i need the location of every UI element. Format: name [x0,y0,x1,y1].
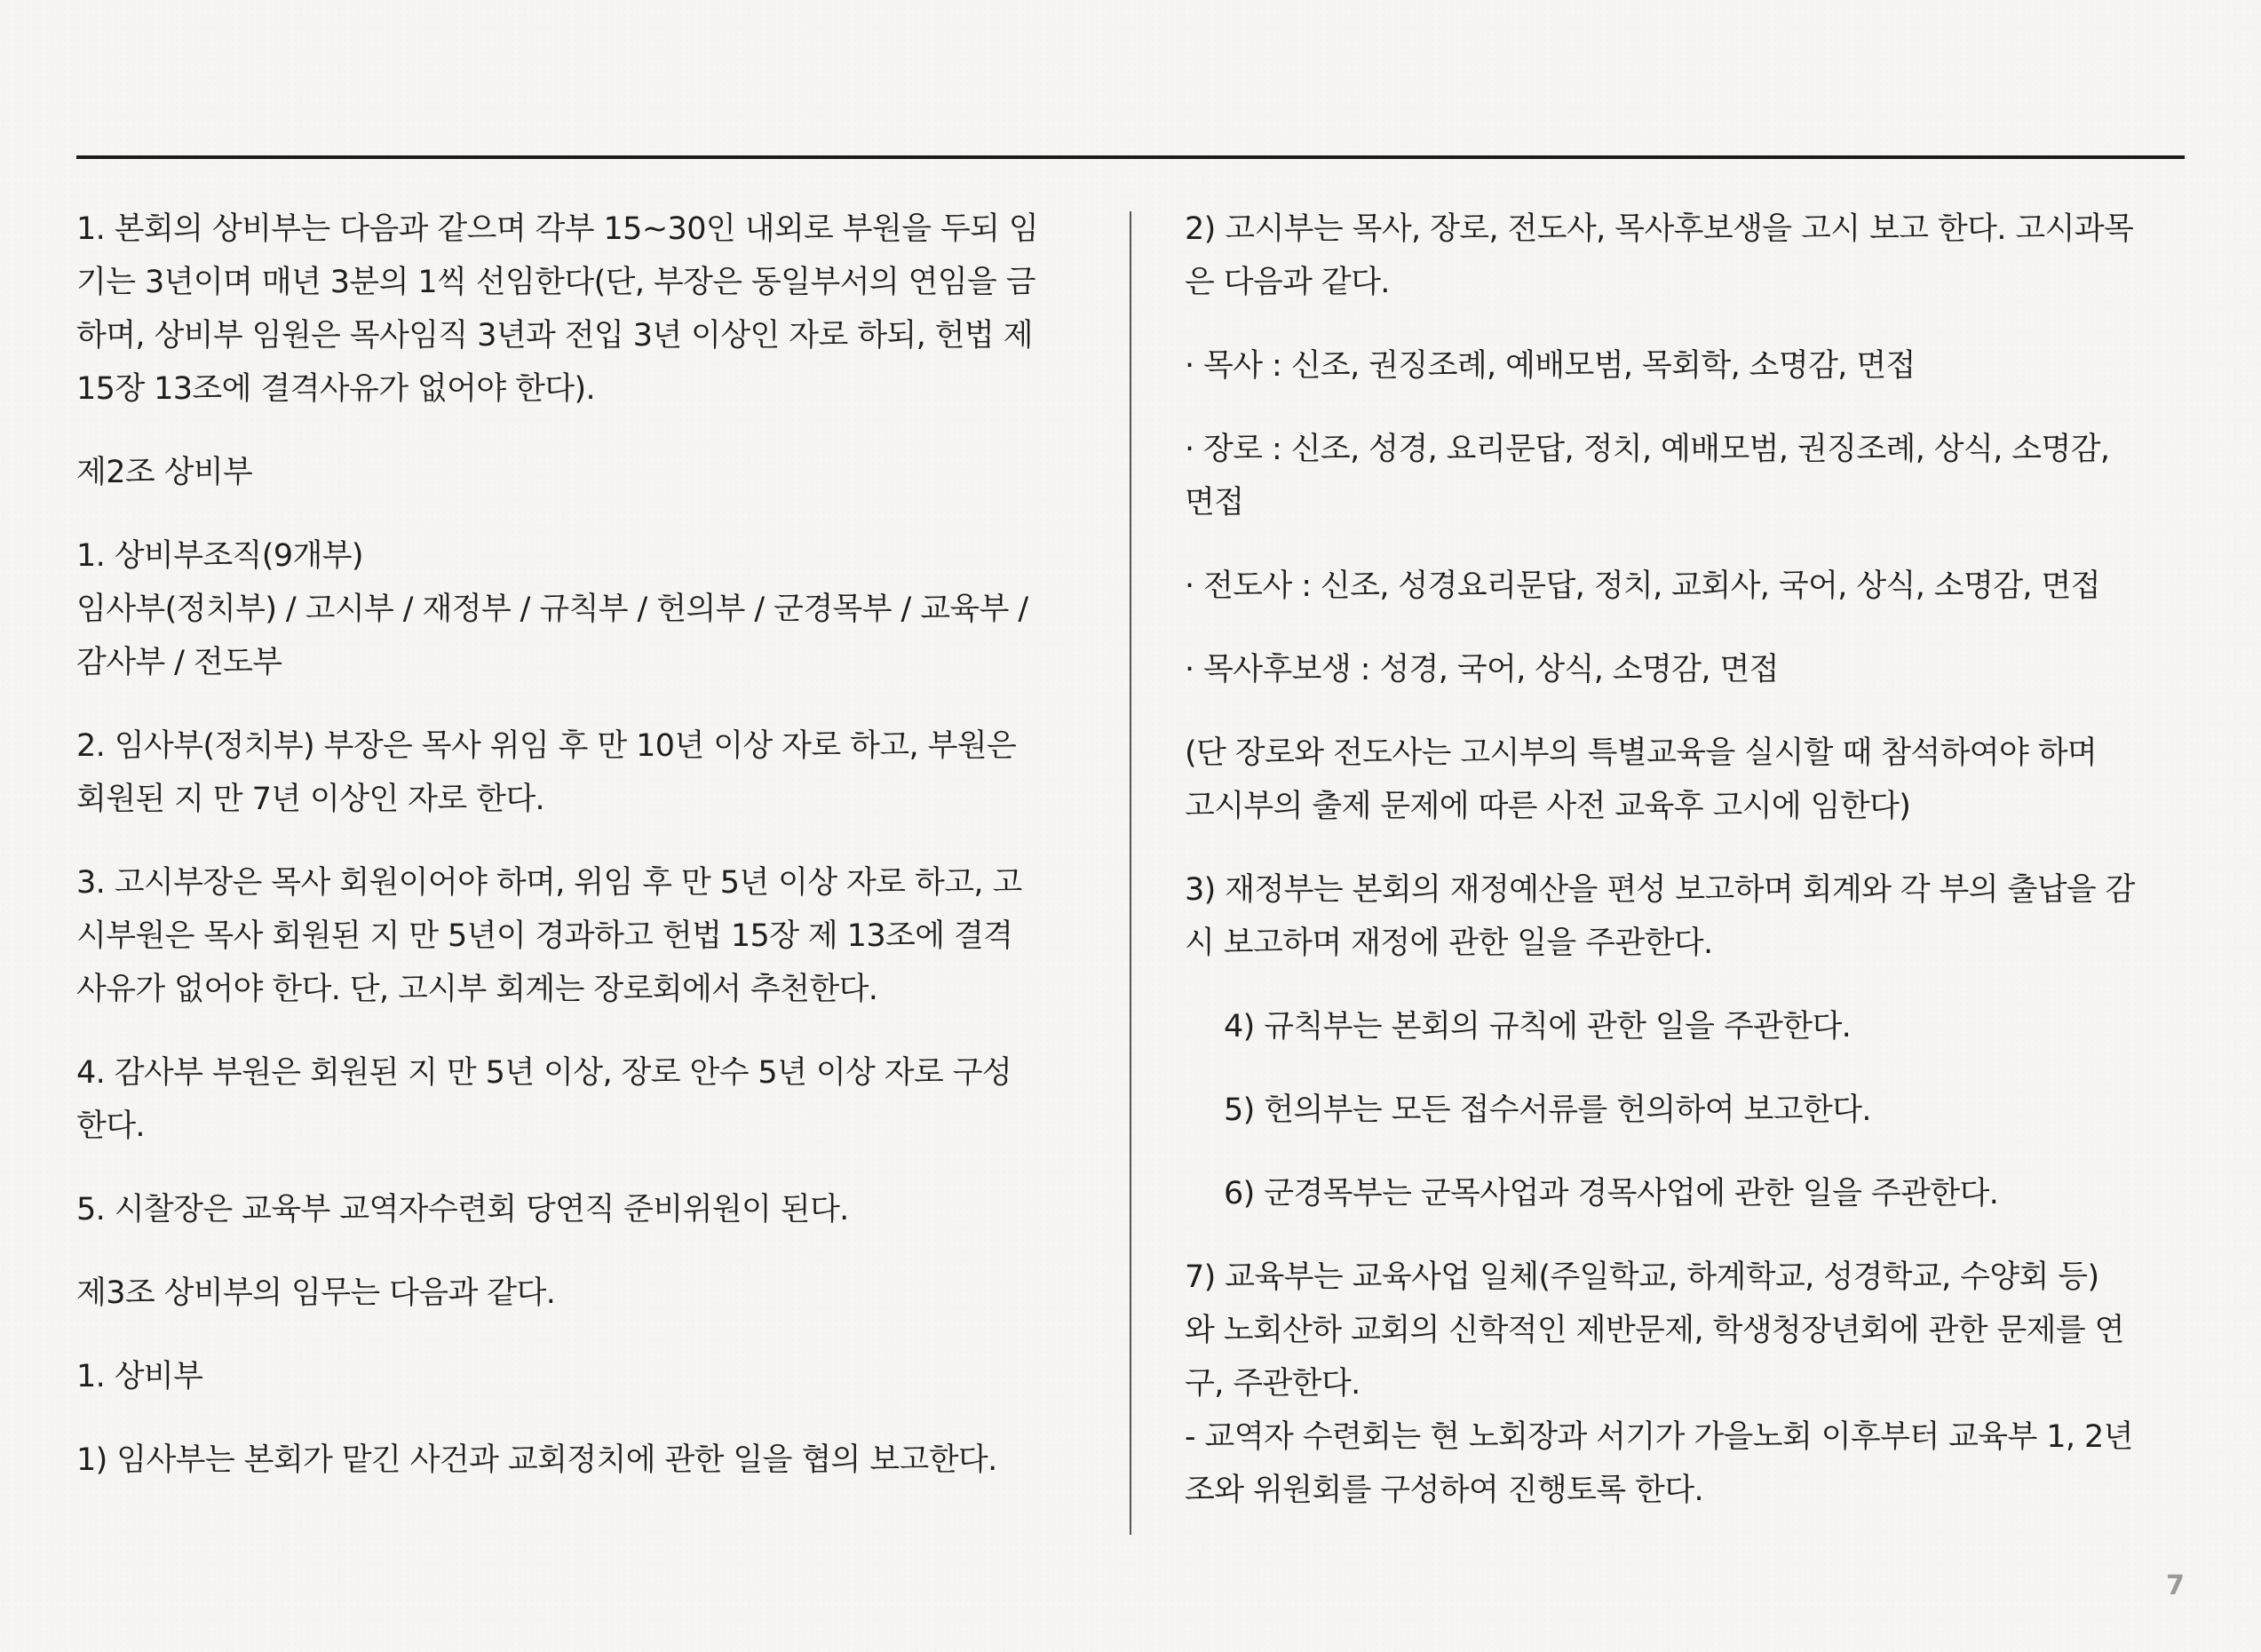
rules-committee-duty: 4) 규칙부는 본회의 규칙에 관한 일을 주관한다. [1224,1009,1852,1044]
article-1-paragraph: 1. 본회의 상비부는 다음과 같으며 각부 15~30인 내외로 부원을 두되 임 기는 3년이며 매년 3분의 1씩 선임한다(단, 부장은 동일부서의 연임을 금 하며, 상비부 임원은 목사임직 3년과 전입 3년 이상인 자로 하되, 헌법 제 15장 13조에 결격사유가 없어야 한다). [76,211,1039,407]
exam-subjects-pastor: · 목사 : 신조, 권징조례, 예배모범, 목회학, 소명감, 면접 [1185,348,1916,384]
imsa-committee-rule: 2. 임사부(정치부) 부장은 목사 위임 후 만 10년 이상 자로 하고, 부원은 회원된 지 만 7년 이상인 자로 한다. [76,728,1017,817]
petition-committee-duty: 5) 헌의부는 모든 접수서류를 헌의하여 보고한다. [1224,1092,1871,1128]
right-column [1185,203,2179,1517]
exam-subjects-candidate: · 목사후보생 : 성경, 국어, 상식, 소명감, 면접 [1185,652,1779,687]
left-column [76,203,1080,1487]
audit-committee-rule: 4. 감사부 부원은 회원된 지 만 5년 이상, 장로 안수 5년 이상 자로 구성 한다. [76,1055,1012,1144]
special-education-note: (단 장로와 전도사는 고시부의 특별교육을 실시할 때 참석하여야 하며 고시부의 출제 문제에 따른 사전 교육후 고시에 임한다) [1185,735,2098,824]
gosi-committee-duty: 2) 고시부는 목사, 장로, 전도사, 목사후보생을 고시 보고 한다. 고시과목 은 다음과 같다. [1185,211,2134,300]
education-committee-duty: 7) 교육부는 교육사업 일체(주일학교, 하계학교, 성경학교, 수양회 등) 와 노회산하 교회의 신학적인 제반문제, 학생청장년회에 관한 문제를 연 구, 주관한다. [1185,1259,2124,1402]
top-horizontal-rule [76,155,2185,159]
exam-subjects-elder: · 장로 : 신조, 성경, 요리문답, 정치, 예배모범, 권징조례, 상식, 소명감, 면접 [1185,432,2110,520]
standing-committee-organization: 1. 상비부조직(9개부) 임사부(정치부) / 고시부 / 재정부 / 규칙부 / 헌의부 / 군경목부 / 교육부 / 감사부 / 전도부 [76,538,1028,680]
column-divider [1130,211,1131,1535]
pastor-retreat-note: - 교역자 수련회는 현 노회장과 서기가 가을노회 이후부터 교육부 1, 2년 조와 위원회를 구성하여 진행토록 한다. [1185,1419,2133,1508]
article-2-heading: 제2조 상비부 [76,455,253,490]
article-3-heading: 제3조 상비부의 임무는 다음과 같다. [76,1275,556,1311]
exam-subjects-evangelist: · 전도사 : 신조, 성경요리문답, 정치, 교회사, 국어, 상식, 소명감, 면접 [1185,568,2100,604]
gosi-committee-rule: 3. 고시부장은 목사 회원이어야 하며, 위임 후 만 5년 이상 자로 하고, 고 시부원은 목사 회원된 지 만 5년이 경과하고 헌법 15장 제 13조에 결격 사유가 없어야 한다. 단, 고시부 회계는 장로회에서 추천한다. [76,865,1022,1007]
chaplaincy-committee-duty: 6) 군경목부는 군목사업과 경목사업에 관한 일을 주관한다. [1224,1176,1999,1211]
imsa-committee-duty: 1) 임사부는 본회가 맡긴 사건과 교회정치에 관한 일을 협의 보고한다. [76,1442,997,1478]
inspector-rule: 5. 시찰장은 교육부 교역자수련회 당연직 준비위원이 된다. [76,1192,849,1227]
page-number: 7 [2166,1570,2185,1601]
standing-committee-subheading: 1. 상비부 [76,1359,203,1394]
finance-committee-duty: 3) 재정부는 본회의 재정예산을 편성 보고하며 회계와 각 부의 출납을 감 시 보고하며 재정에 관한 일을 주관한다. [1185,872,2135,961]
